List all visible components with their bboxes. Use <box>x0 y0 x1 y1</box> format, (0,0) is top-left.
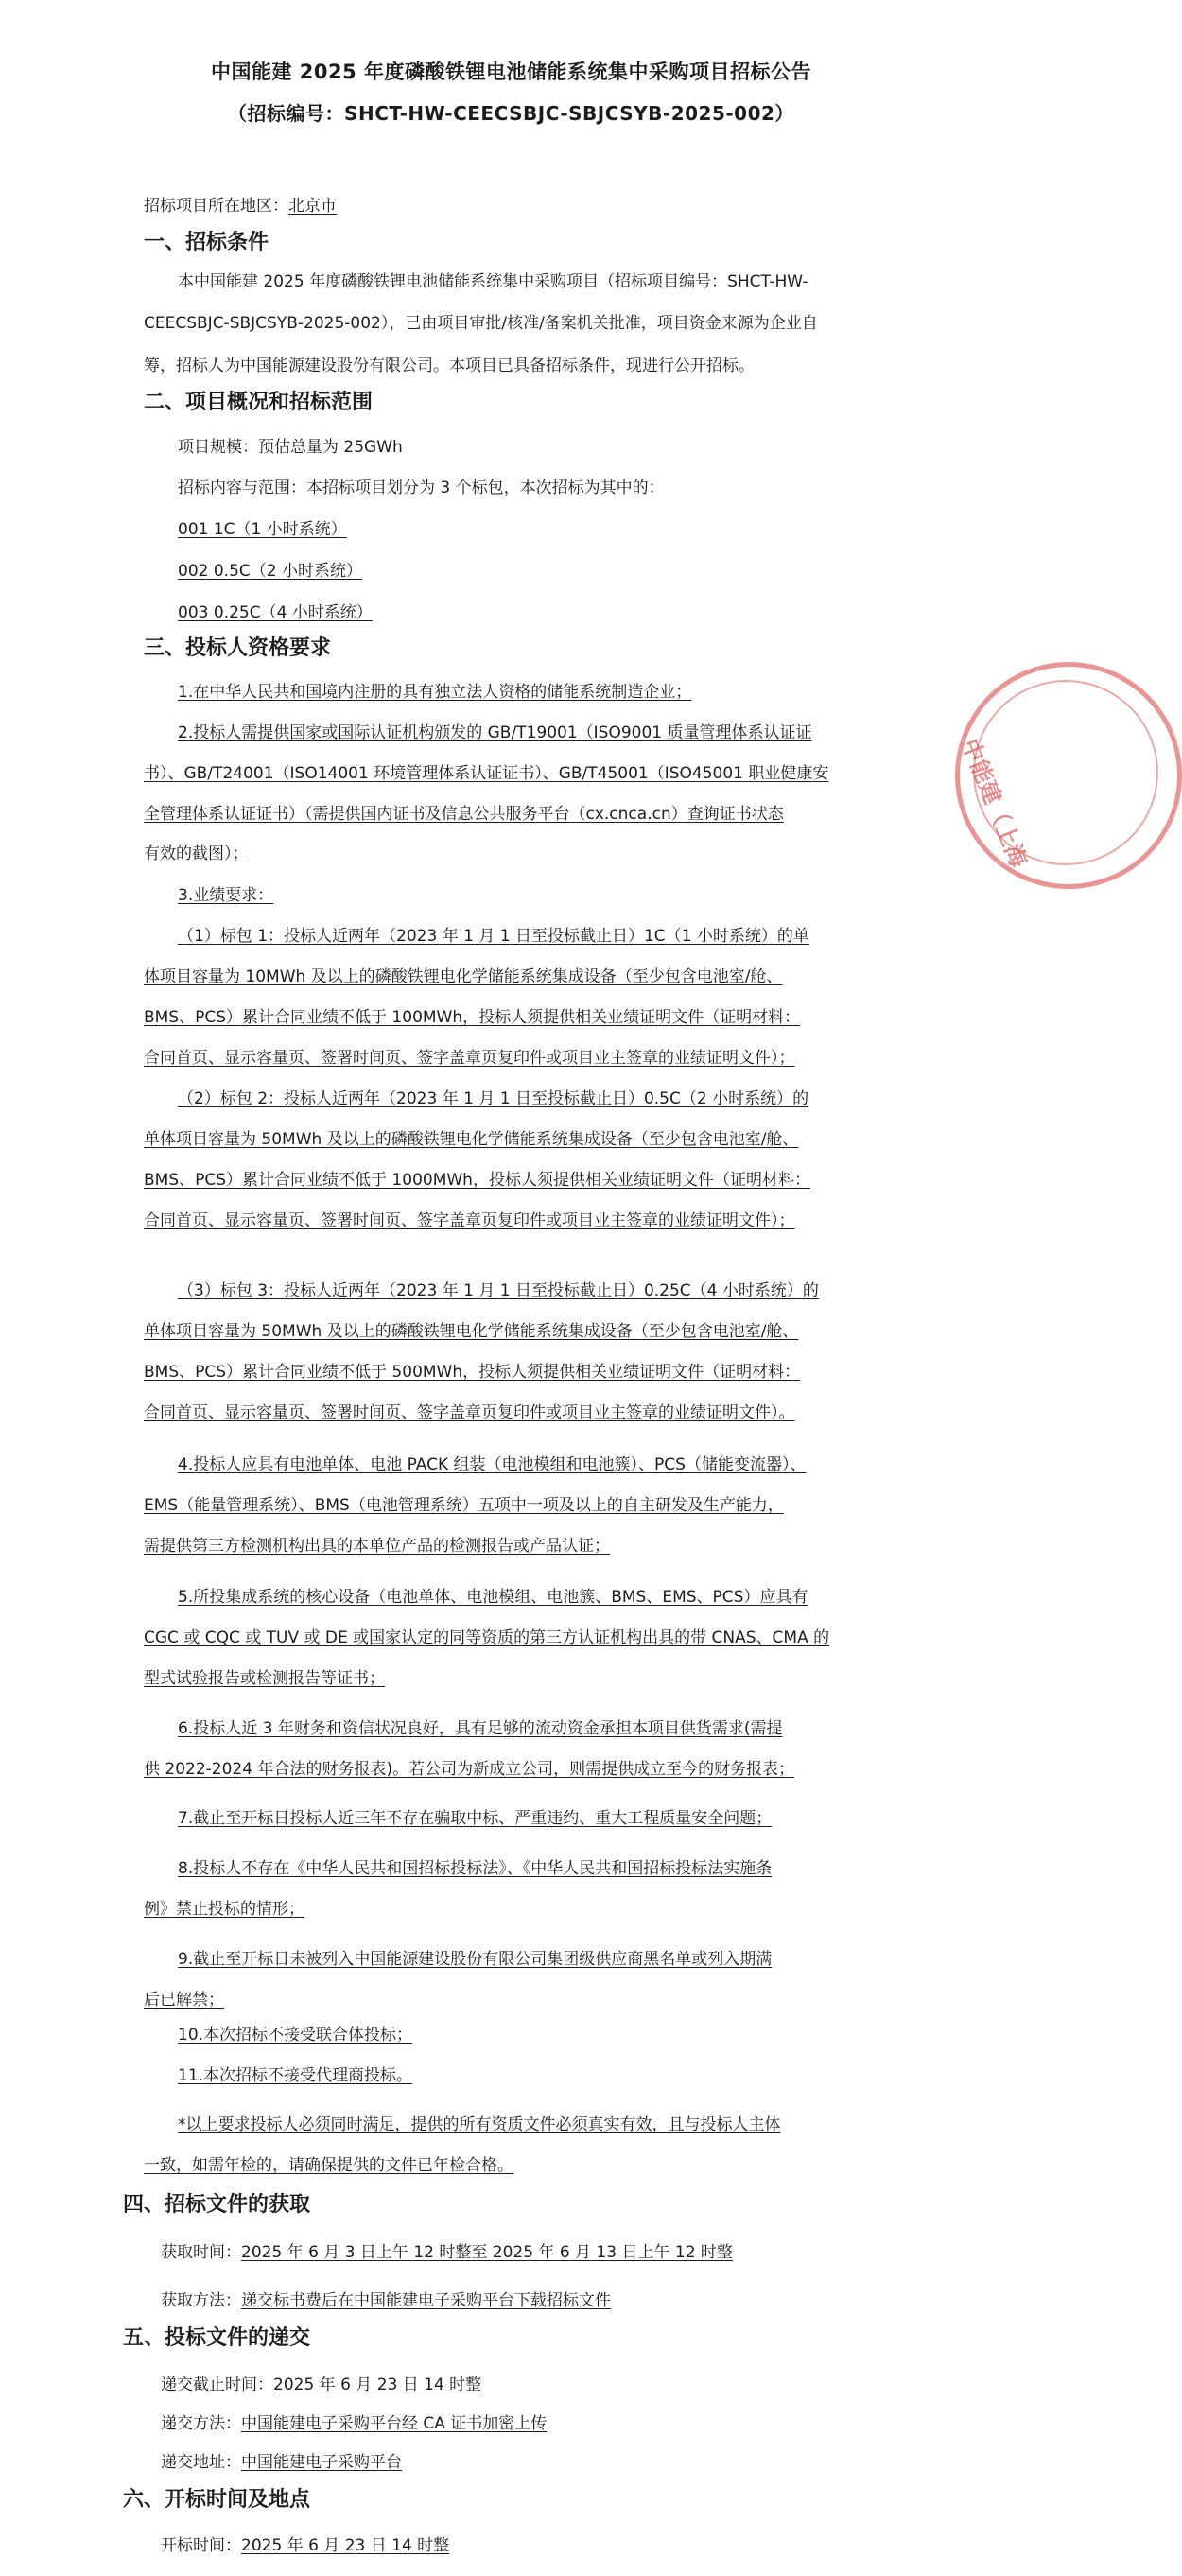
qual-line: 书）、GB/T24001（ISO14001 环境管理体系认证证书）、GB/T45001（ISO45001 职业健康安 <box>144 764 829 783</box>
company-seal <box>955 662 1182 889</box>
bid-number: （招标编号：SHCT-HW-CEECSBJC-SBJCSYB-2025-002） <box>228 102 794 125</box>
qual-line: 5.所投集成系统的核心设备（电池单体、电池模组、电池簇、BMS、EMS、PCS）应具有 <box>178 1588 808 1607</box>
section-3-heading: 三、投标人资格要求 <box>144 636 332 660</box>
region-line: 招标项目所在地区：北京市 <box>144 197 337 216</box>
section-2-heading: 二、项目概况和招标范围 <box>144 391 374 414</box>
qual-line: （1）标包 1：投标人近两年（2023 年 1 月 1 日至投标截止日）1C（1 小时系统）的单 <box>178 927 809 946</box>
s1-text-1: 本中国能建 2025 年度磷酸铁锂电池储能系统集中采购项目（招标项目编号：SHCT-HW- <box>178 272 808 291</box>
qual-line: BMS、PCS）累计合同业绩不低于 100MWh，投标人须提供相关业绩证明文件（证明材料： <box>144 1008 801 1027</box>
qual-line: （2）标包 2：投标人近两年（2023 年 1 月 1 日至投标截止日）0.5C（2 小时系统）的 <box>178 1089 809 1108</box>
lot-item: 001 1C（1 小时系统） <box>178 520 347 539</box>
section-5-heading: 五、投标文件的递交 <box>123 2326 311 2350</box>
project-scale: 项目规模：预估总量为 25GWh <box>178 438 403 457</box>
qual-line: BMS、PCS）累计合同业绩不低于 500MWh，投标人须提供相关业绩证明文件（证明材料： <box>144 1363 801 1382</box>
submit-method: 递交方法：中国能建电子采购平台经 CA 证书加密上传 <box>161 2414 548 2433</box>
qual-line: 合同首页、显示容量页、签署时间页、签字盖章页复印件或项目业主签章的业绩证明文件）； <box>144 1211 795 1230</box>
opening-time: 开标时间：2025 年 6 月 23 日 14 时整 <box>161 2536 450 2555</box>
section-6-heading: 六、开标时间及地点 <box>123 2488 311 2512</box>
qual-line: （3）标包 3：投标人近两年（2023 年 1 月 1 日至投标截止日）0.25C（4 小时系统）的 <box>178 1281 819 1300</box>
qual-line: 例》禁止投标的情形； <box>144 1900 304 1919</box>
qual-line: 2.投标人需提供国家或国际认证机构颁发的 GB/T19001（ISO9001 质量管理体系认证证 <box>178 723 812 742</box>
section-1-heading: 一、招标条件 <box>144 231 269 254</box>
qual-line: 单体项目容量为 50MWh 及以上的磷酸铁锂电化学储能系统集成设备（至少包含电池室/舱、 <box>144 1322 799 1341</box>
qual-line: 11.本次招标不接受代理商投标。 <box>178 2066 413 2085</box>
lot-item: 002 0.5C（2 小时系统） <box>178 562 362 581</box>
section-4-heading: 四、招标文件的获取 <box>123 2193 311 2217</box>
qual-line: 9.截止至开标日未被列入中国能源建设股份有限公司集团级供应商黑名单或列入期满 <box>178 1950 773 1969</box>
qual-line: 供 2022-2024 年合法的财务报表)。若公司为新成立公司，则需提供成立至今的财务报表； <box>144 1760 795 1779</box>
lot-item: 003 0.25C（4 小时系统） <box>178 603 373 622</box>
qual-line: 需提供第三方检测机构出具的本单位产品的检测报告或产品认证； <box>144 1537 610 1556</box>
qual-line: 10.本次招标不接受联合体投标； <box>178 2026 413 2045</box>
qual-line: EMS（能量管理系统）、BMS（电池管理系统）五项中一项及以上的自主研发及生产能力， <box>144 1496 784 1515</box>
qual-line: 全管理体系认证证书）（需提供国内证书及信息公共服务平台（cx.cnca.cn）查询证书状态 <box>144 805 784 824</box>
seal-text: 中能建（上海 <box>956 735 1033 872</box>
qual-line: 体项目容量为 10MWh 及以上的磷酸铁锂电化学储能系统集成设备（至少包含电池室/舱、 <box>144 967 783 986</box>
qual-line: 型式试验报告或检测报告等证书； <box>144 1669 385 1688</box>
qual-line: 合同首页、显示容量页、签署时间页、签字盖章页复印件或项目业主签章的业绩证明文件）。 <box>144 1403 795 1422</box>
qual-line: CGC 或 CQC 或 TUV 或 DE 或国家认定的同等资质的第三方认证机构出具的带 CNAS、CMA 的 <box>144 1628 830 1647</box>
obtain-method: 获取方法：递交标书费后在中国能建电子采购平台下载招标文件 <box>161 2291 611 2310</box>
qual-line: 后已解禁； <box>144 1991 224 2010</box>
qual-line: 单体项目容量为 50MWh 及以上的磷酸铁锂电化学储能系统集成设备（至少包含电池室/舱、 <box>144 1130 799 1149</box>
submit-address: 递交地址：中国能建电子采购平台 <box>161 2453 402 2472</box>
qual-line: 1.在中华人民共和国境内注册的具有独立法人资格的储能系统制造企业； <box>178 683 692 702</box>
tender-scope: 招标内容与范围：本招标项目划分为 3 个标包，本次招标为其中的： <box>178 479 665 497</box>
qual-line: 有效的截图）； <box>144 844 249 863</box>
qual-line: 8.投标人不存在《中华人民共和国招标投标法》、《中华人民共和国招标投标法实施条 <box>178 1859 773 1878</box>
s1-text-2: CEECSBJC-SBJCSYB-2025-002），已由项目审批/核准/备案机关批准，项目资金来源为企业自 <box>144 314 818 333</box>
qual-line: 一致，如需年检的，请确保提供的文件已年检合格。 <box>144 2156 513 2175</box>
s1-text-3: 筹，招标人为中国能源建设股份有限公司。本项目已具备招标条件，现进行公开招标。 <box>144 357 755 375</box>
qual-line: 合同首页、显示容量页、签署时间页、签字盖章页复印件或项目业主签章的业绩证明文件）； <box>144 1049 795 1068</box>
document-title: 中国能建 2025 年度磷酸铁锂电池储能系统集中采购项目招标公告 <box>210 61 812 83</box>
qual-line: 4.投标人应具有电池单体、电池 PACK 组装（电池模组和电池簇）、PCS（储能变流器）、 <box>178 1455 807 1474</box>
submit-deadline: 递交截止时间：2025 年 6 月 23 日 14 时整 <box>161 2376 482 2394</box>
qual-line: 7.截止至开标日投标人近三年不存在骗取中标、严重违约、重大工程质量安全问题； <box>178 1809 773 1828</box>
obtain-time: 获取时间：2025 年 6 月 3 日上午 12 时整至 2025 年 6 月 13 日上午 12 时整 <box>161 2243 733 2262</box>
qual-line: 3.业绩要求： <box>178 886 274 905</box>
qual-line: 6.投标人近 3 年财务和资信状况良好，具有足够的流动资金承担本项目供货需求(需提 <box>178 1719 783 1738</box>
qual-line: *以上要求投标人必须同时满足，提供的所有资质文件必须真实有效，且与投标人主体 <box>178 2115 781 2134</box>
qual-line: BMS、PCS）累计合同业绩不低于 1000MWh，投标人须提供相关业绩证明文件（证明材料： <box>144 1171 810 1190</box>
